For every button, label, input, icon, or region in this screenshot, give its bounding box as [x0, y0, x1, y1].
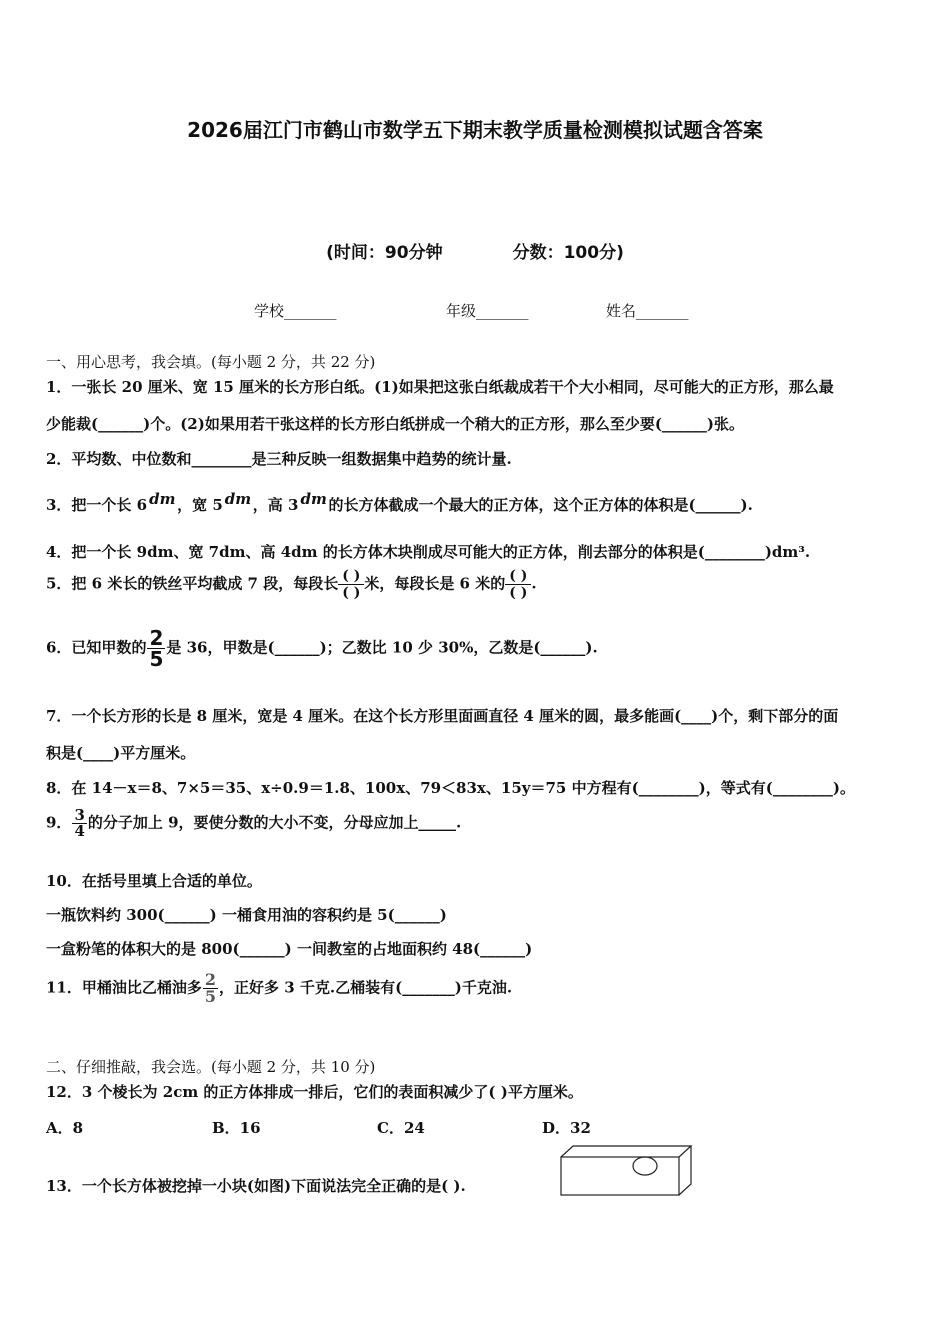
q11 [46, 972, 512, 1005]
section1-heading: 一、用心思考，我会填。(每小题 2 分，共 22 分) [46, 353, 376, 371]
q6 [46, 628, 598, 669]
fraction-two-fifths: $\frac{2}{5}$ [149, 626, 164, 671]
q10-line2: 一盒粉笔的体积大的是 800(______) 一间教室的占地面积约 48(______) [46, 940, 533, 958]
q11-part-b: ，正好多 3 千克.乙桶装有(_______)千克油. [219, 978, 513, 997]
cuboid-figure [560, 1145, 694, 1199]
page-title: 2026届江门市鹤山市数学五下期末教学质量检测模拟试题含答案 [187, 118, 763, 142]
q10-line1: 一瓶饮料约 300(______) 一桶食用油的容积约是 5(______) [46, 906, 447, 924]
q9 [46, 808, 461, 839]
q5 [46, 568, 537, 601]
q7-line2: 积是(____)平方厘米。 [46, 744, 196, 762]
school-field: 学校_______ [254, 302, 337, 320]
removed-piece-hole [633, 1157, 657, 1175]
q9-part-b: 的分子加上 9，要使分数的大小不变，分母应加上_____. [87, 813, 462, 832]
q4: 4．把一个长 9dm、宽 7dm、高 4dm 的长方体木块削成尽可能大的正方体，削去部分的体积是(________)dm³. [46, 543, 811, 561]
cuboid-front-face [561, 1157, 679, 1195]
q10-heading: 10．在括号里填上合适的单位。 [46, 872, 262, 890]
q12-option-c[interactable]: C．24 [377, 1119, 425, 1137]
q5-part-a: 5．把 6 米长的铁丝平均截成 7 段，每段长 [46, 574, 339, 593]
cuboid-top-face [561, 1146, 691, 1157]
section2-heading: 二、仔细推敲，我会选。(每小题 2 分，共 10 分) [46, 1058, 376, 1076]
q6-part-a: 6．已知甲数的 [46, 638, 147, 657]
grade-field: 年级_______ [446, 302, 529, 320]
q12-option-a[interactable]: A．8 [46, 1119, 84, 1137]
q8: 8．在 14－x＝8、7×5＝35、x÷0.9＝1.8、100x、79＜83x、15y＝75 中方程有(________)，等式有(________)。 [46, 779, 855, 797]
fraction-three-quarters: $\frac{3}{4}$ [74, 806, 85, 840]
q13: 13．一个长方体被挖掉一小块(如图)下面说法完全正确的是( ). [46, 1177, 466, 1195]
q5-part-c: . [531, 574, 537, 593]
q7-line1: 7．一个长方形的长是 8 厘米，宽是 4 厘米。在这个长方形里面画直径 4 厘米的圆，最多能画(____)个，剩下部分的面 [46, 707, 839, 725]
fraction-two-fifths: $\frac{2}{5}$ [204, 970, 217, 1006]
q2: 2．平均数、中位数和________是三种反映一组数据集中趋势的统计量. [46, 450, 512, 468]
cuboid-side-face [679, 1146, 691, 1195]
name-field: 姓名_______ [606, 302, 689, 320]
exam-subtitle [0, 238, 950, 263]
blank-fraction: $\frac{( )}{( )}$ [505, 568, 531, 601]
score-label: 分数：100分) [512, 243, 624, 263]
q3-part-c: ，高 3 [252, 496, 299, 514]
q12: 12．3 个棱长为 2cm 的正方体排成一排后，它们的表面积减少了( )平方厘米。 [46, 1083, 583, 1101]
q3-part-d: 的长方体截成一个最大的正方体，这个正方体的体积是(______). [328, 496, 753, 514]
q1-line1: 1．一张长 20 厘米、宽 15 厘米的长方形白纸。(1)如果把这张白纸裁成若干个大小相同，尽可能大的正方形，那么最 [46, 378, 834, 396]
q12-option-b[interactable]: B．16 [212, 1119, 261, 1137]
q11-part-a: 11．甲桶油比乙桶油多 [46, 978, 202, 997]
q1-line2: 少能裁(______)个。(2)如果用若干张这样的长方形白纸拼成一个稍大的正方形，那么至少要(______)张。 [46, 415, 745, 433]
time-label: (时间：90分钟 [326, 243, 443, 263]
blank-fraction: $\frac{( )}{( )}$ [338, 568, 364, 601]
q5-part-b: 米，每段长是 6 米的 [364, 574, 506, 593]
q9-part-a: 9． [46, 813, 72, 832]
q12-option-d[interactable]: D．32 [542, 1119, 591, 1137]
q3-part-a: 3．把一个长 6 [46, 496, 148, 514]
q6-part-b: 是 36，甲数是(______)；乙数比 10 少 30%，乙数是(______). [166, 638, 598, 657]
q3-part-b: ，宽 5 [177, 496, 223, 514]
q3: 3．把一个长 6 dm ，宽 5 dm ，高 3 dm 的长方体截成一个最大的正方体，这个正方体的体积是(______). [46, 490, 753, 514]
